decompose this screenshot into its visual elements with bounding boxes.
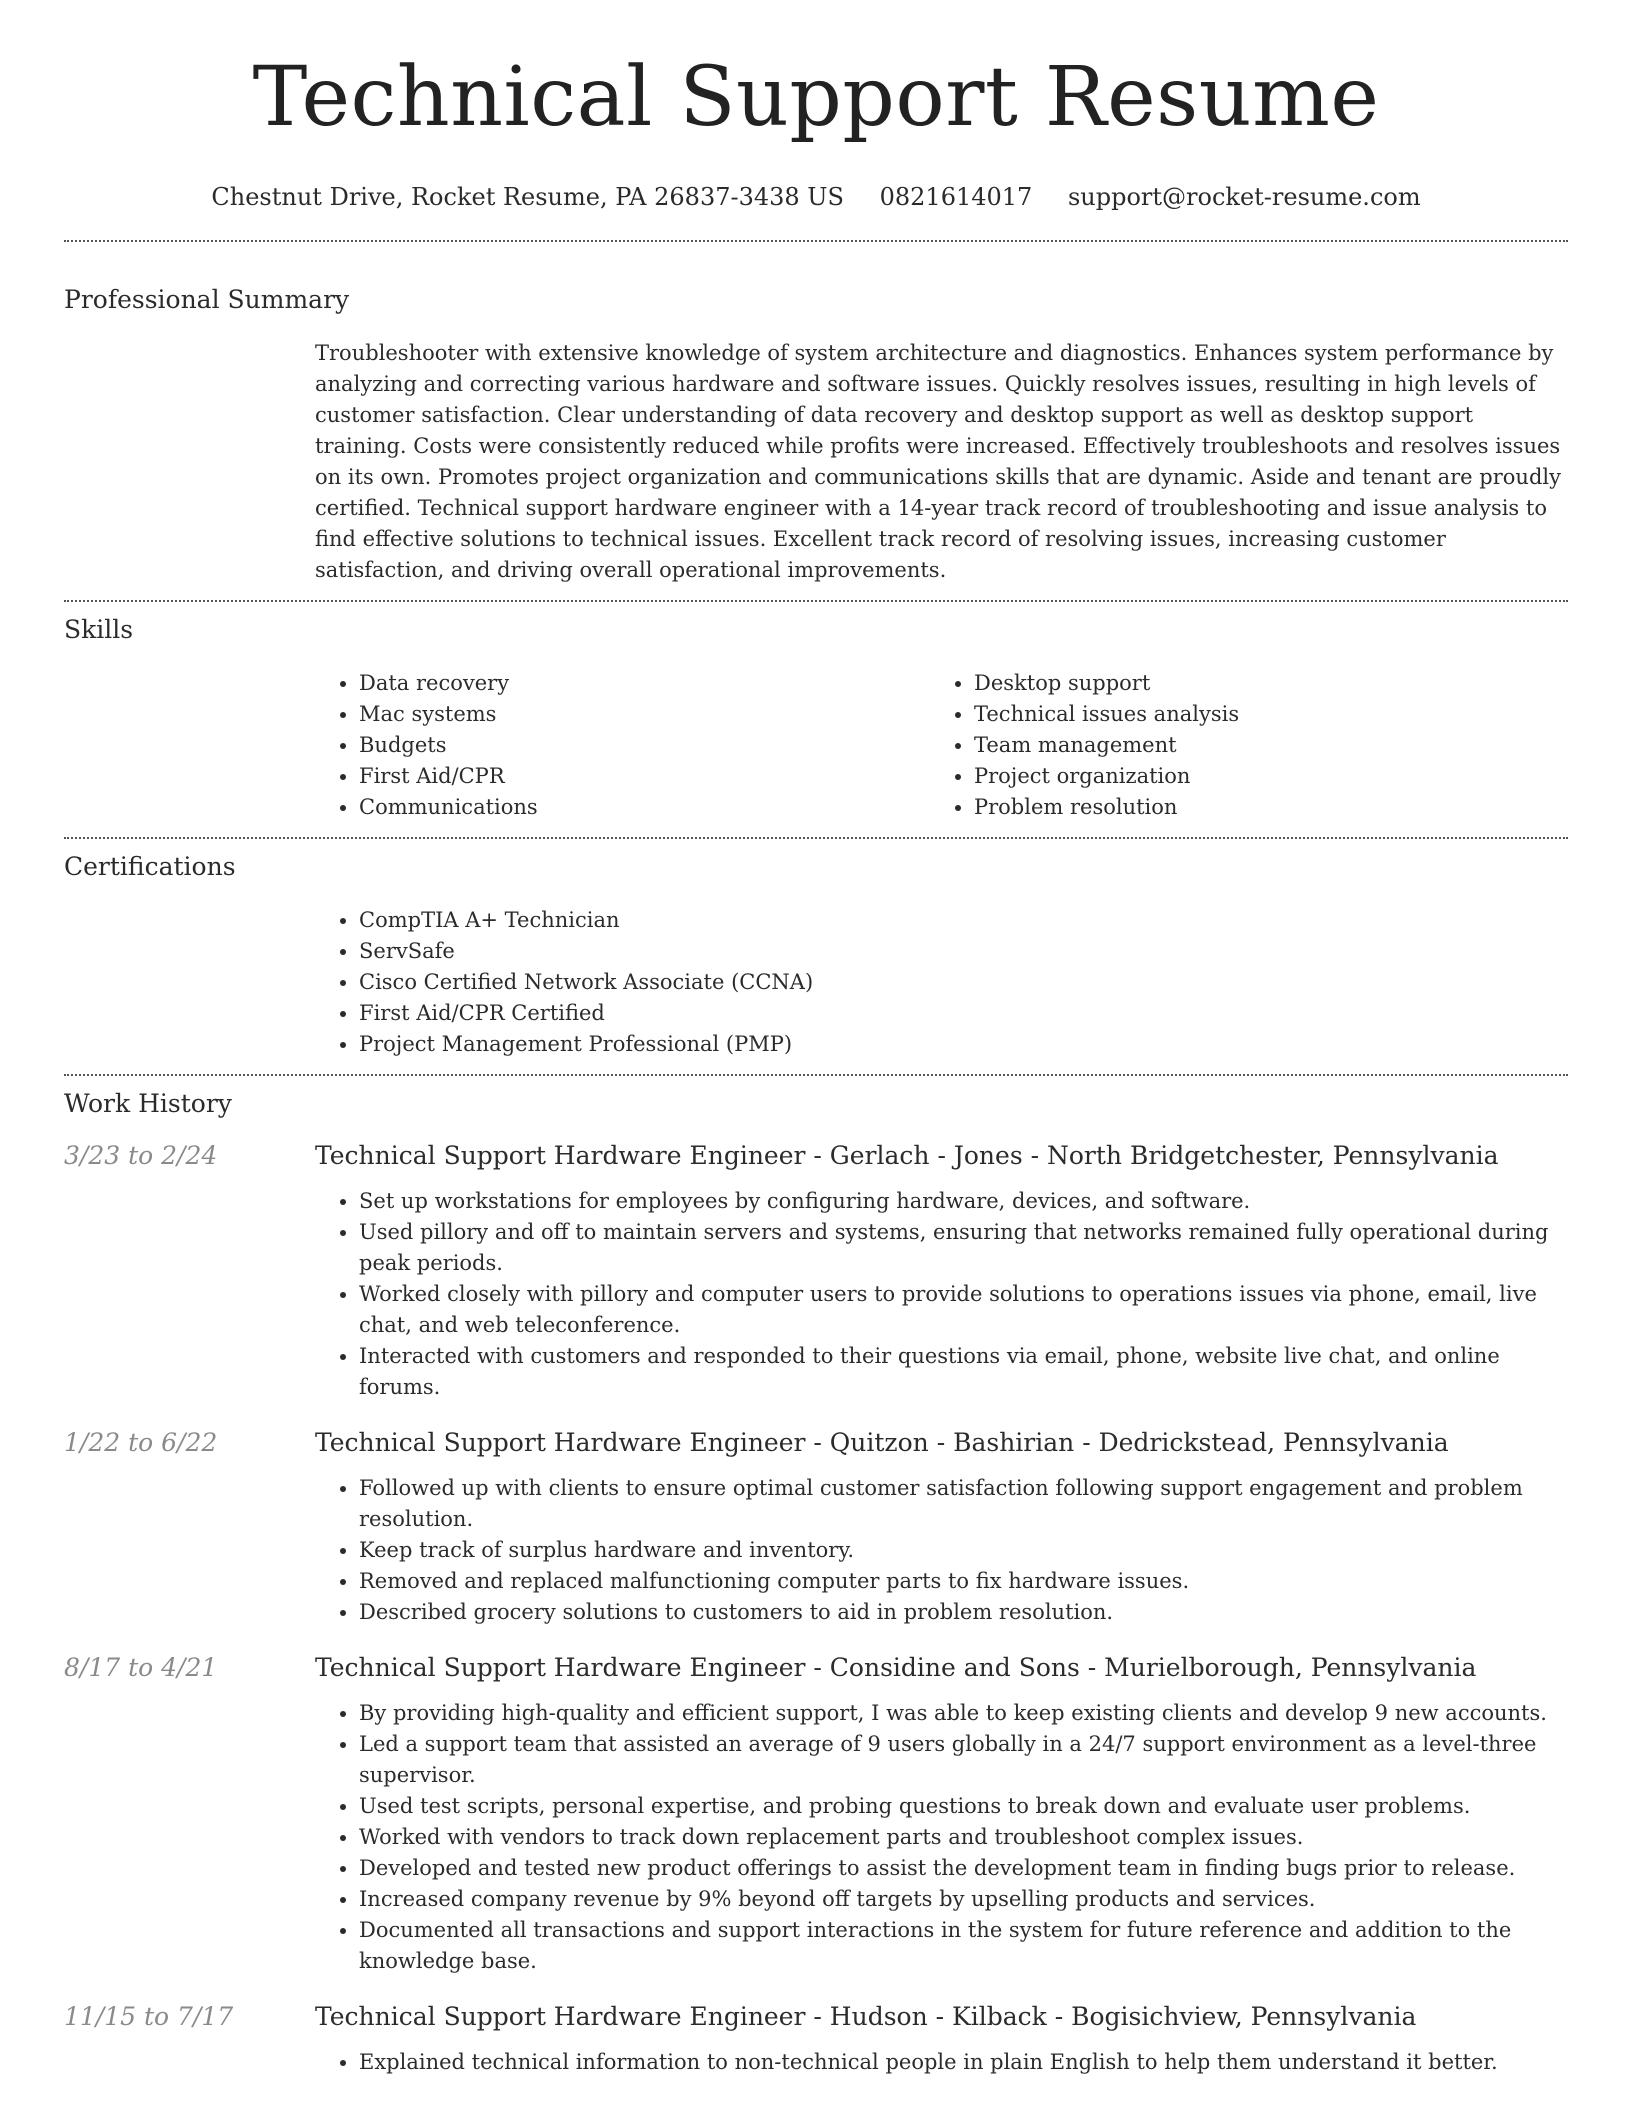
- contact-phone: 0821614017: [879, 183, 1033, 211]
- job-bullet: • Removed and replaced malfunctioning computer parts to fix hardware issues.: [359, 1566, 1568, 1597]
- skills-section: [64, 614, 1568, 823]
- job-bullets: [315, 1186, 1568, 1403]
- job-bullet: • Explained technical information to non-technical people in plain English to help them understand it better.: [359, 2047, 1568, 2078]
- job-bullets: [315, 1473, 1568, 1628]
- job-bullet: • Interacted with customers and responded to their questions via email, phone, website live chat, and online forums.: [359, 1341, 1568, 1403]
- certification-item: • Cisco Certified Network Associate (CCNA): [359, 967, 1568, 998]
- skills-column-left: [315, 668, 930, 823]
- section-title-summary: Professional Summary: [64, 285, 350, 314]
- contact-email: support@rocket-resume.com: [1067, 183, 1421, 211]
- resume-header: [64, 0, 1568, 212]
- skill-item: • Desktop support: [974, 668, 1545, 699]
- job-bullet: • Described grocery solutions to customers to aid in problem resolution.: [359, 1597, 1568, 1628]
- job-title: Technical Support Hardware Engineer - Hudson - Kilback - Bogisichview, Pennsylvania: [315, 2002, 1417, 2031]
- job-bullet: • Increased company revenue by 9% beyond off targets by upselling products and services.: [359, 1884, 1568, 1915]
- job-bullet: • Led a support team that assisted an average of 9 users globally in a 24/7 support environment as a level-three supervisor.: [359, 1729, 1568, 1791]
- certifications-section: [64, 851, 1568, 1060]
- job-bullet: • Set up workstations for employees by configuring hardware, devices, and software.: [359, 1186, 1568, 1217]
- job-bullet: • Worked with vendors to track down replacement parts and troubleshoot complex issues.: [359, 1822, 1568, 1853]
- certification-item: • CompTIA A+ Technician: [359, 905, 1568, 936]
- job-dates: 1/22 to 6/22: [64, 1428, 218, 1457]
- section-title-work: Work History: [64, 1089, 232, 1118]
- job-title: Technical Support Hardware Engineer - Quitzon - Bashirian - Dedrickstead, Pennsylvania: [315, 1428, 1449, 1457]
- job-bullet: • Used pillory and off to maintain servers and systems, ensuring that networks remained fully operational during peak periods.: [359, 1217, 1568, 1279]
- job-bullet: • Worked closely with pillory and computer users to provide solutions to operations issues via phone, email, live chat, and web teleconference.: [359, 1279, 1568, 1341]
- contact-address: Chestnut Drive, Rocket Resume, PA 26837-3438 US: [211, 183, 844, 211]
- summary-text: Troubleshooter with extensive knowledge of system architecture and diagnostics. Enhances system performance by analyzing and correcting various hardware and software issues. Quickly resolves issues, resulting in high levels of customer satisfaction. Clear understanding of data recovery and desktop support as well as desktop support training. Costs were consistently reduced while profits were increased. Effectively troubleshoots and resolves issues on its own. Promotes project organization and communications skills that are dynamic. Aside and tenant are proudly certified. Technical support hardware engineer with a 14-year track record of troubleshooting and issue analysis to find effective solutions to technical issues. Excellent track record of resolving issues, increasing customer satisfaction, and driving overall operational improvements.: [315, 341, 1561, 582]
- certification-item: • ServSafe: [359, 936, 1568, 967]
- job-entry: [64, 1427, 1568, 1628]
- divider: [64, 240, 1568, 242]
- skill-item: • Mac systems: [359, 699, 930, 730]
- section-title-skills: Skills: [64, 615, 134, 644]
- skill-item: • Project organization: [974, 761, 1545, 792]
- skill-item: • Communications: [359, 792, 930, 823]
- resume-page: [64, 0, 1568, 2078]
- job-dates: 3/23 to 2/24: [64, 1141, 218, 1170]
- job-entry: [64, 1140, 1568, 1403]
- job-content: [315, 1140, 1568, 1403]
- job-bullet: • Followed up with clients to ensure optimal customer satisfaction following support engagement and problem resolution.: [359, 1473, 1568, 1535]
- job-bullets: [315, 1698, 1568, 1977]
- resume-title: Technical Support Resume: [252, 50, 1380, 145]
- job-entry: [64, 2001, 1568, 2078]
- job-content: [315, 1652, 1568, 1977]
- divider: [64, 1074, 1568, 1076]
- skills-grid: [315, 668, 1568, 823]
- divider: [64, 837, 1568, 839]
- skills-column-right: [930, 668, 1545, 823]
- job-bullets: [315, 2047, 1568, 2078]
- job-dates: 11/15 to 7/17: [64, 2002, 234, 2031]
- job-title: Technical Support Hardware Engineer - Gerlach - Jones - North Bridgetchester, Pennsylvania: [315, 1141, 1499, 1170]
- certification-item: • First Aid/CPR Certified: [359, 998, 1568, 1029]
- job-content: [315, 1427, 1568, 1628]
- job-bullet: • By providing high-quality and efficient support, I was able to keep existing clients and develop 9 new accounts.: [359, 1698, 1568, 1729]
- job-content: [315, 2001, 1568, 2078]
- job-bullet: • Keep track of surplus hardware and inventory.: [359, 1535, 1568, 1566]
- skill-item: • Team management: [974, 730, 1545, 761]
- job-bullet: • Documented all transactions and support interactions in the system for future reference and addition to the knowledge base.: [359, 1915, 1568, 1977]
- job-title: Technical Support Hardware Engineer - Considine and Sons - Murielborough, Pennsylvania: [315, 1653, 1477, 1682]
- certifications-list: [315, 905, 1568, 1060]
- work-history-section: [64, 1088, 1568, 2078]
- job-dates: 8/17 to 4/21: [64, 1653, 218, 1682]
- divider: [64, 600, 1568, 602]
- professional-summary-section: [64, 284, 1568, 586]
- skill-item: • Data recovery: [359, 668, 930, 699]
- contact-line: [64, 182, 1568, 212]
- skill-item: • Problem resolution: [974, 792, 1545, 823]
- certification-item: • Project Management Professional (PMP): [359, 1029, 1568, 1060]
- skill-item: • First Aid/CPR: [359, 761, 930, 792]
- section-title-certifications: Certifications: [64, 852, 236, 881]
- skill-item: • Budgets: [359, 730, 930, 761]
- skill-item: • Technical issues analysis: [974, 699, 1545, 730]
- job-bullet: • Used test scripts, personal expertise, and probing questions to break down and evaluate user problems.: [359, 1791, 1568, 1822]
- job-bullet: • Developed and tested new product offerings to assist the development team in finding bugs prior to release.: [359, 1853, 1568, 1884]
- job-entry: [64, 1652, 1568, 1977]
